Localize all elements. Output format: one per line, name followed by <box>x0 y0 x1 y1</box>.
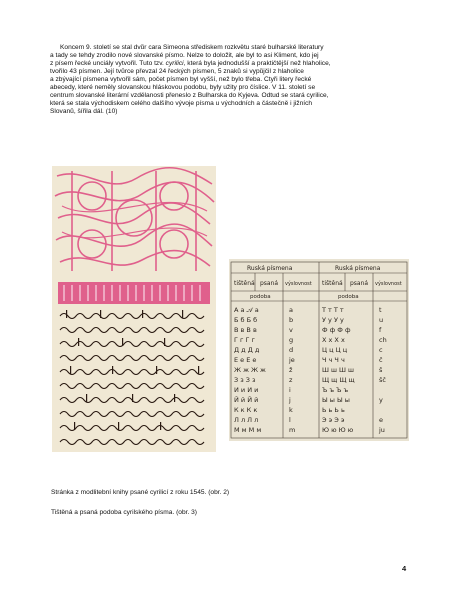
col-printed-right: tištěná <box>322 280 343 287</box>
svg-text:č: č <box>379 356 383 364</box>
col-form-right: podoba <box>338 294 359 300</box>
svg-text:je: je <box>289 356 295 364</box>
svg-text:Т т Т т: Т т Т т <box>322 306 344 314</box>
svg-text:Ы ы Ы ы: Ы ы Ы ы <box>322 396 350 404</box>
manuscript-page-image <box>52 166 216 452</box>
svg-text:a: a <box>289 306 293 314</box>
group-header-left: Ruská písmena <box>247 265 293 272</box>
svg-text:ch: ch <box>379 336 387 344</box>
svg-text:В в В в: В в В в <box>234 326 257 334</box>
svg-text:Щ щ Щ щ: Щ щ Щ щ <box>322 376 355 384</box>
svg-text:š: š <box>379 366 383 374</box>
svg-text:Ю ю Ю ю: Ю ю Ю ю <box>322 426 354 434</box>
page-number: 4 <box>402 564 407 573</box>
col-form-left: podoba <box>250 294 271 300</box>
paragraph-line: z písem řecké unciály vytvořil. Tuto tzv. cyrilici, která byla jednodušší a praktičtější než hlaholice, <box>50 60 331 67</box>
col-printed-left: tištěná <box>234 280 255 287</box>
paragraph-line: která se stala východiskem celého dalšího vývoje písma u východních a částečně i jižních <box>50 100 313 107</box>
svg-text:Л л Л л: Л л Л л <box>234 416 259 424</box>
ornament-headpiece <box>52 166 216 276</box>
letter-rows <box>234 306 387 434</box>
svg-text:ju: ju <box>379 426 385 434</box>
svg-text:К к К к: К к К к <box>234 406 258 414</box>
svg-text:Ь ь Ь ь: Ь ь Ь ь <box>322 406 345 414</box>
paragraph-line: a tady se tehdy zrodilo nové slovanské písmo. Nelze to doložit, ale byl to asi Kliment, kdo jej <box>50 52 319 59</box>
svg-text:y: y <box>379 396 383 404</box>
svg-text:Й й Й й: Й й Й й <box>234 396 259 404</box>
svg-text:Ш ш Ш ш: Ш ш Ш ш <box>322 366 354 374</box>
group-header-right: Ruská písmena <box>335 265 381 272</box>
paragraph-line: abecedy, které neměly slovanskou hláskovou podobu, byly užity pro číslice. V 11. století se <box>50 84 316 91</box>
col-written-left: psaná <box>260 280 279 287</box>
svg-text:Ф ф Ф ф: Ф ф Ф ф <box>322 326 351 334</box>
svg-text:u: u <box>379 316 384 324</box>
svg-text:Г г Г г: Г г Г г <box>234 336 255 344</box>
cyrillic-table-image <box>229 259 409 441</box>
svg-text:Ч ч Ч ч: Ч ч Ч ч <box>322 356 345 364</box>
svg-text:Е е Е е: Е е Е е <box>234 356 257 364</box>
svg-text:k: k <box>289 406 293 414</box>
svg-text:v: v <box>289 326 293 334</box>
paragraph-line: a zbývající písmena vytvořil sám, počet písmen byl vyšší, než bylo třeba. Čtyři litery řecké <box>50 76 312 83</box>
paragraph-line: tvořilo 43 písmen. Její tvůrce převzal 24 řeckých písmen, 5 znaků si vypůjčil z hlaholice <box>50 68 304 75</box>
svg-text:i: i <box>289 386 291 394</box>
svg-text:šč: šč <box>379 376 386 384</box>
svg-text:З з З з: З з З з <box>234 376 256 384</box>
svg-text:Ж ж Ж ж: Ж ж Ж ж <box>234 366 266 374</box>
svg-text:Э э Э э: Э э Э э <box>322 416 345 424</box>
col-pron-left: výslovnost <box>285 281 312 287</box>
figure3-caption: Tištěná a psaná podoba cyrilského písma. (obr. 3) <box>51 509 197 516</box>
svg-text:d: d <box>289 346 294 354</box>
svg-text:А а 𝒜 а: А а 𝒜 а <box>234 306 259 314</box>
svg-text:g: g <box>289 336 294 344</box>
manuscript-strokes <box>66 310 199 430</box>
svg-text:Б б Б б: Б б Б б <box>234 316 258 324</box>
svg-text:И и И и: И и И и <box>234 386 259 394</box>
svg-text:c: c <box>379 346 383 354</box>
paragraph-line: Koncem 9. století se stal dvůr cara Simeona střediskem rozkvětu staré bulharské literatury <box>60 44 324 51</box>
svg-text:Ъ ъ Ъ ъ: Ъ ъ Ъ ъ <box>322 386 349 394</box>
paragraph-line: Slovanů, šířila dál. (10) <box>50 108 118 115</box>
svg-text:b: b <box>289 316 294 324</box>
svg-text:z: z <box>289 376 293 384</box>
svg-text:f: f <box>379 326 382 334</box>
svg-text:ž: ž <box>289 366 293 374</box>
ornamental-title-band <box>58 282 210 304</box>
body-paragraph <box>50 44 420 116</box>
svg-text:М м М м: М м М м <box>234 426 262 434</box>
svg-text:Ц ц Ц ц: Ц ц Ц ц <box>322 346 348 354</box>
svg-text:l: l <box>289 416 291 424</box>
figure2-caption: Stránka z modlitební knihy psané cyrilicí z roku 1545. (obr. 2) <box>51 489 230 496</box>
manuscript-text-lines <box>60 314 204 445</box>
col-pron-right: výslovnost <box>375 281 402 287</box>
col-written-right: psaná <box>350 280 369 287</box>
emphasized-term: cyrilici <box>165 60 184 67</box>
svg-text:t: t <box>379 306 382 314</box>
svg-text:m: m <box>289 426 296 434</box>
svg-text:Х х Х х: Х х Х х <box>322 336 345 344</box>
svg-text:У у У у: У у У у <box>322 316 344 324</box>
paragraph-line: centrum slovanské literární vzdělanosti přeneslo z Bulharska do Kyjeva. Odtud se stará cyrilice, <box>50 92 329 99</box>
svg-text:Д д Д д: Д д Д д <box>234 346 260 354</box>
svg-text:e: e <box>379 416 383 424</box>
svg-text:j: j <box>289 396 291 404</box>
